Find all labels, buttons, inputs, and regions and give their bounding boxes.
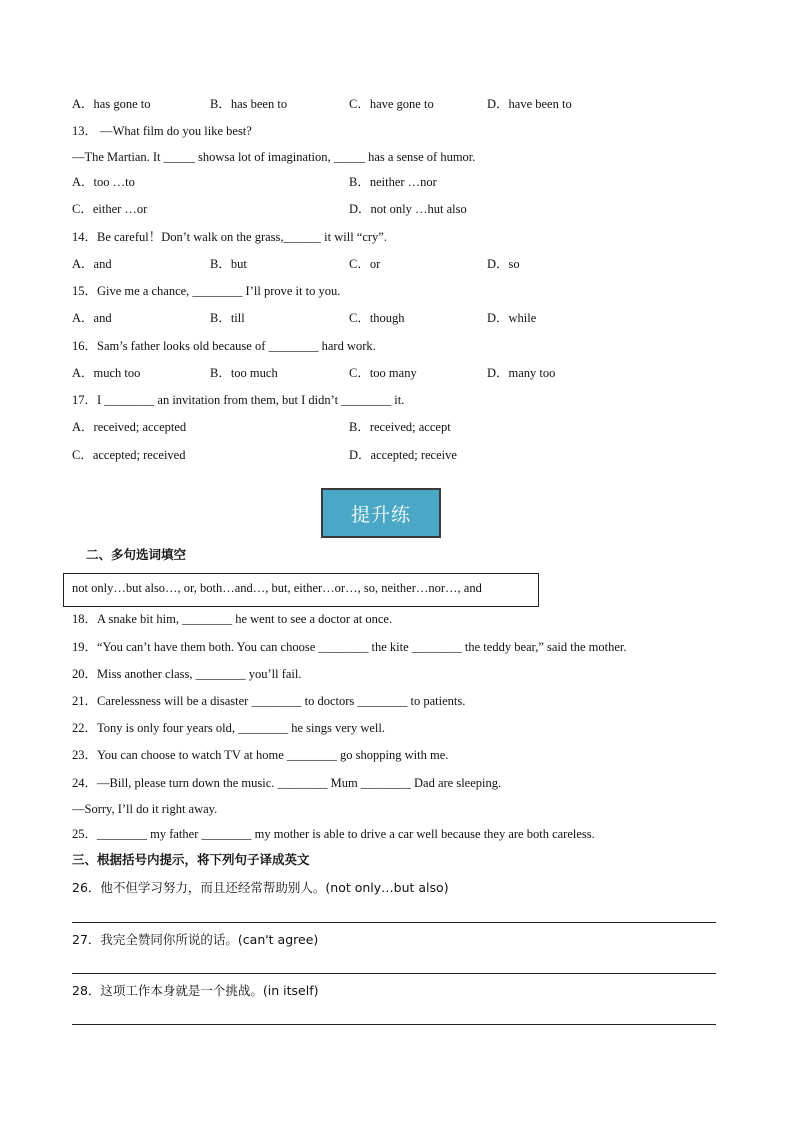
q14-option-a: A．and <box>72 257 112 271</box>
q15-option-a: A．and <box>72 311 112 325</box>
q19-text: 19．“You can’t have them both. You can choose ________ the kite ________ the teddy bear,” said the mother. <box>72 640 627 654</box>
q17-option-d: D．accepted; receive <box>349 448 457 462</box>
q16-option-c: C．too many <box>349 366 417 380</box>
q24-text: 24．—Bill, please turn down the music. ________ Mum ________ Dad are sleeping. <box>72 776 502 790</box>
section2-title: 二、多句选词填空 <box>86 547 187 562</box>
q17-option-b: B．received; accept <box>349 420 451 434</box>
q13-option-b: B．neither …nor <box>349 175 437 189</box>
section3-title: 三、根据括号内提示，将下列句子译成英文 <box>72 852 310 867</box>
q12-option-a: A．has gone to <box>72 97 151 111</box>
q21-text: 21．Carelessness will be a disaster ________ to doctors ________ to patients. <box>72 694 466 708</box>
section-banner: 提升练 <box>321 488 441 538</box>
q22-text: 22．Tony is only four years old, ________ he sings very well. <box>72 721 385 735</box>
q14-stem: 14．Be careful！Don’t walk on the grass,______ it will “cry”. <box>72 230 387 244</box>
q18-text: 18．A snake bit him, ________ he went to see a doctor at once. <box>72 612 393 626</box>
q15-option-d: D．while <box>487 311 537 325</box>
q15-stem: 15．Give me a chance, ________ I’ll prove it to you. <box>72 284 341 298</box>
q13-option-a: A．too …to <box>72 175 135 189</box>
q16-option-a: A．much too <box>72 366 141 380</box>
q24-reply: —Sorry, I’ll do it right away. <box>72 802 218 816</box>
q16-option-d: D．many too <box>487 366 556 380</box>
q26-text: 26．他不但学习努力，而且还经常帮助别人。(not only…but also) <box>72 880 449 895</box>
q16-stem: 16．Sam’s father looks old because of ________ hard work. <box>72 339 376 353</box>
q13-option-d: D．not only …hut also <box>349 202 467 216</box>
q26-answer-line[interactable] <box>72 922 716 923</box>
q13-option-c: C．either …or <box>72 202 148 216</box>
q12-option-c: C．have gone to <box>349 97 434 111</box>
q17-option-c: C．accepted; received <box>72 448 186 462</box>
q27-text: 27．我完全赞同你所说的话。(can't agree) <box>72 932 319 947</box>
q12-option-b: B．has been to <box>210 97 288 111</box>
q16-option-b: B．too much <box>210 366 278 380</box>
q15-option-c: C．though <box>349 311 405 325</box>
q13-line2: —The Martian. It _____ showsa lot of imagination, _____ has a sense of humor. <box>72 150 476 164</box>
q27-answer-line[interactable] <box>72 973 716 974</box>
q14-option-d: D．so <box>487 257 520 271</box>
q14-option-b: B．but <box>210 257 247 271</box>
q14-option-c: C．or <box>349 257 381 271</box>
q15-option-b: B．till <box>210 311 245 325</box>
q28-answer-line[interactable] <box>72 1024 716 1025</box>
q23-text: 23．You can choose to watch TV at home ________ go shopping with me. <box>72 748 449 762</box>
word-bank-box: not only…but also…, or, both…and…, but, either…or…, so, neither…nor…, and <box>63 573 539 607</box>
q28-text: 28．这项工作本身就是一个挑战。(in itself) <box>72 983 319 998</box>
q17-stem: 17．I ________ an invitation from them, but I didn’t ________ it. <box>72 393 405 407</box>
q17-option-a: A．received; accepted <box>72 420 187 434</box>
q20-text: 20．Miss another class, ________ you’ll fail. <box>72 667 302 681</box>
q12-option-d: D．have been to <box>487 97 572 111</box>
q13-stem: 13． —What film do you like best? <box>72 124 252 138</box>
q25-text: 25．________ my father ________ my mother is able to drive a car well because they are both careless. <box>72 827 595 841</box>
